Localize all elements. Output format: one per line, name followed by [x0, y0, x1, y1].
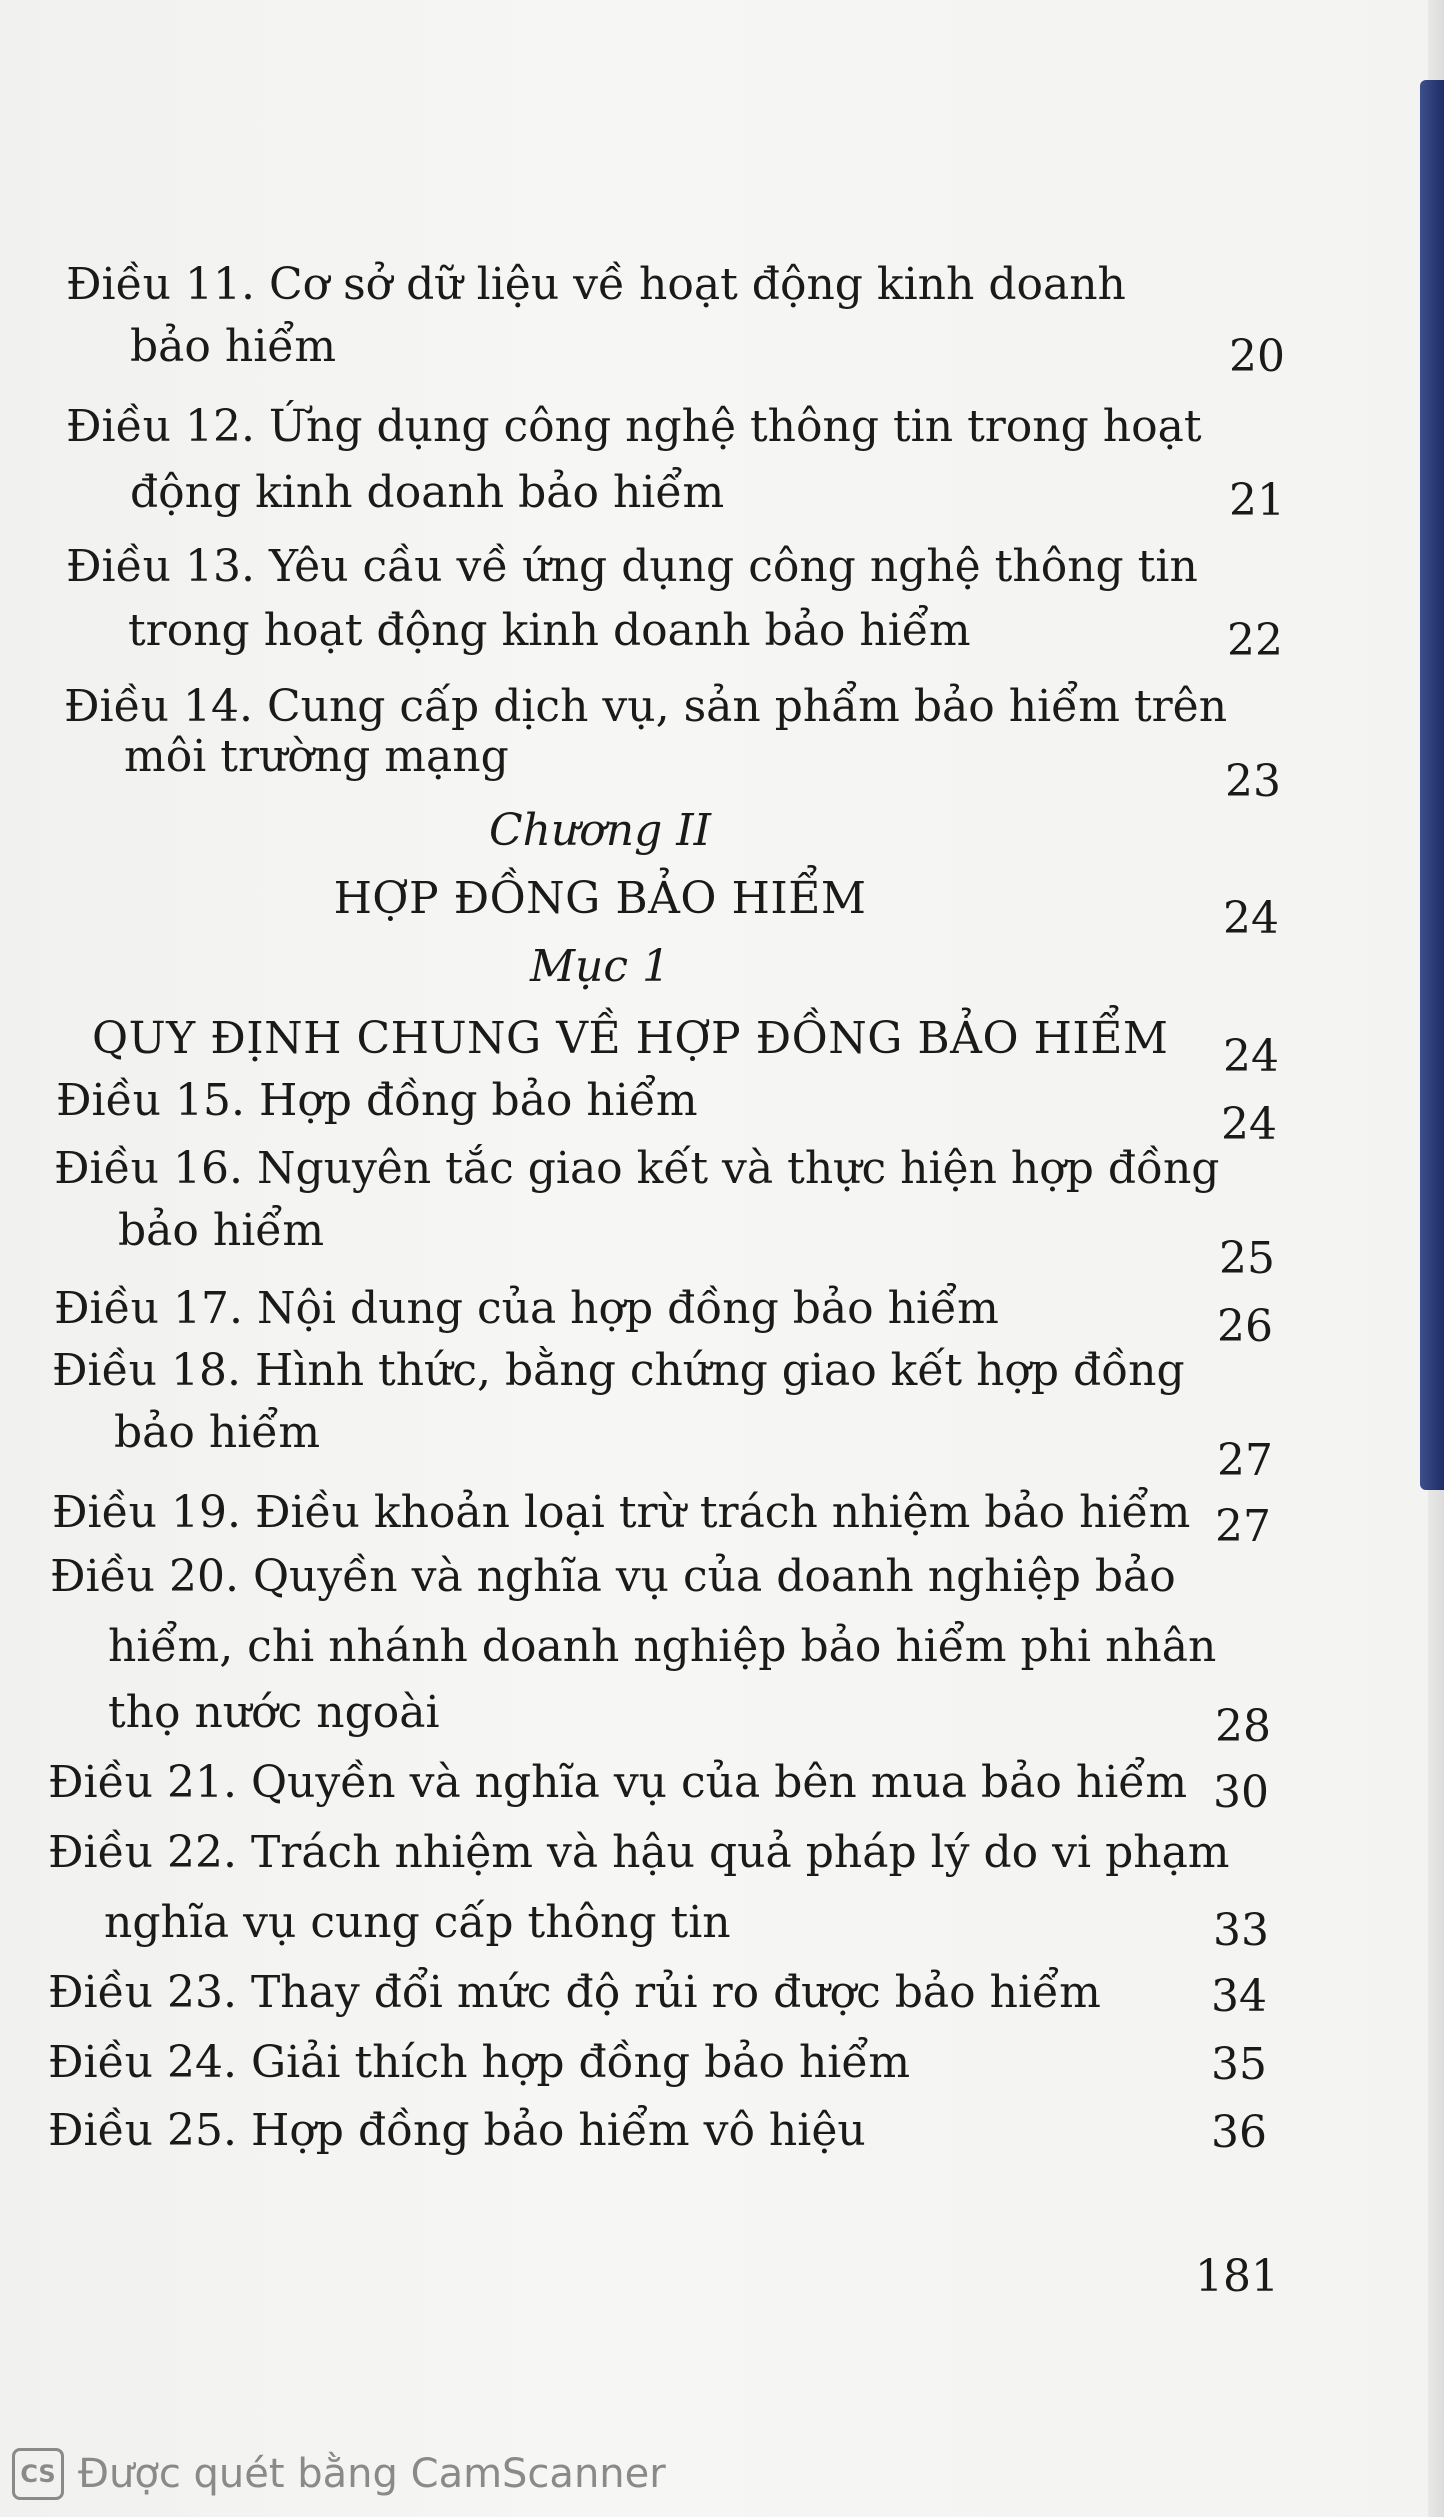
section-page: 24 — [1223, 1031, 1279, 1082]
toc-entry-17-line1: Điều 17. Nội dung của hợp đồng bảo hiểm — [54, 1283, 999, 1334]
toc-entry-13-page: 22 — [1227, 615, 1283, 666]
toc-entry-15-page: 24 — [1221, 1099, 1277, 1150]
toc-entry-16-page: 25 — [1219, 1233, 1275, 1284]
toc-entry-11-page: 20 — [1229, 331, 1285, 382]
toc-entry-25-page: 36 — [1211, 2107, 1267, 2158]
toc-entry-11-line1: Điều 11. Cơ sở dữ liệu về hoạt động kinh doanh — [66, 259, 1126, 310]
toc-entry-21-line1: Điều 21. Quyền và nghĩa vụ của bên mua bảo hiểm — [48, 1757, 1188, 1808]
watermark-text: Được quét bằng CamScanner — [78, 2451, 666, 2497]
toc-entry-24-page: 35 — [1211, 2039, 1267, 2090]
toc-entry-17-page: 26 — [1217, 1301, 1273, 1352]
toc-entry-12-line1: Điều 12. Ứng dụng công nghệ thông tin trong hoạt — [66, 401, 1202, 452]
toc-entry-13-line1: Điều 13. Yêu cầu về ứng dụng công nghệ thông tin — [66, 541, 1198, 592]
toc-entry-23-line1: Điều 23. Thay đổi mức độ rủi ro được bảo hiểm — [48, 1967, 1101, 2018]
toc-entry-13-line2: trong hoạt động kinh doanh bảo hiểm — [128, 605, 971, 656]
camscanner-watermark — [12, 2444, 666, 2504]
toc-entry-11-line2: bảo hiểm — [130, 321, 337, 372]
toc-entry-21-page: 30 — [1213, 1767, 1269, 1818]
section-title: QUY ĐỊNH CHUNG VỀ HỢP ĐỒNG BẢO HIỂM — [92, 1013, 1169, 1064]
page-number: 181 — [1195, 2251, 1279, 2302]
toc-entry-16-line2: bảo hiểm — [118, 1205, 325, 1256]
toc-entry-20-line1: Điều 20. Quyền và nghĩa vụ của doanh nghiệp bảo — [50, 1551, 1176, 1602]
toc-entry-22-line2: nghĩa vụ cung cấp thông tin — [104, 1897, 731, 1948]
toc-entry-14-line1: Điều 14. Cung cấp dịch vụ, sản phẩm bảo hiểm trên — [64, 681, 1228, 732]
toc-entry-14-page: 23 — [1225, 756, 1281, 807]
toc-entry-12-line2: động kinh doanh bảo hiểm — [130, 467, 725, 518]
toc-entry-25-line1: Điều 25. Hợp đồng bảo hiểm vô hiệu — [48, 2105, 866, 2156]
toc-entry-16-line1: Điều 16. Nguyên tắc giao kết và thực hiện hợp đồng — [54, 1143, 1220, 1194]
toc-entry-14-line2: môi trường mạng — [124, 731, 509, 782]
chapter-label: Chương II — [488, 805, 712, 856]
toc-entry-12-page: 21 — [1229, 475, 1285, 526]
toc-entry-20-line2: hiểm, chi nhánh doanh nghiệp bảo hiểm phi nhân — [108, 1621, 1217, 1672]
toc-entry-18-line1: Điều 18. Hình thức, bằng chứng giao kết hợp đồng — [52, 1345, 1185, 1396]
toc-entry-20-page: 28 — [1215, 1701, 1271, 1752]
toc-entry-19-page: 27 — [1215, 1501, 1271, 1552]
toc-entry-23-page: 34 — [1211, 1971, 1267, 2022]
toc-entry-18-page: 27 — [1217, 1435, 1273, 1486]
toc-entry-19-line1: Điều 19. Điều khoản loại trừ trách nhiệm bảo hiểm — [52, 1487, 1191, 1538]
chapter-page: 24 — [1223, 893, 1279, 944]
section-label: Mục 1 — [529, 941, 670, 992]
camscanner-logo-icon: CS — [12, 2448, 64, 2500]
toc-entry-22-page: 33 — [1213, 1905, 1269, 1956]
chapter-title: HỢP ĐỒNG BẢO HIỂM — [333, 873, 867, 924]
toc-entry-15-line1: Điều 15. Hợp đồng bảo hiểm — [56, 1075, 698, 1126]
toc-entry-24-line1: Điều 24. Giải thích hợp đồng bảo hiểm — [48, 2037, 911, 2088]
toc-entry-22-line1: Điều 22. Trách nhiệm và hậu quả pháp lý do vi phạm — [48, 1827, 1230, 1878]
toc-entry-18-line2: bảo hiểm — [114, 1407, 321, 1458]
toc-entry-20-line3: thọ nước ngoài — [108, 1687, 440, 1738]
